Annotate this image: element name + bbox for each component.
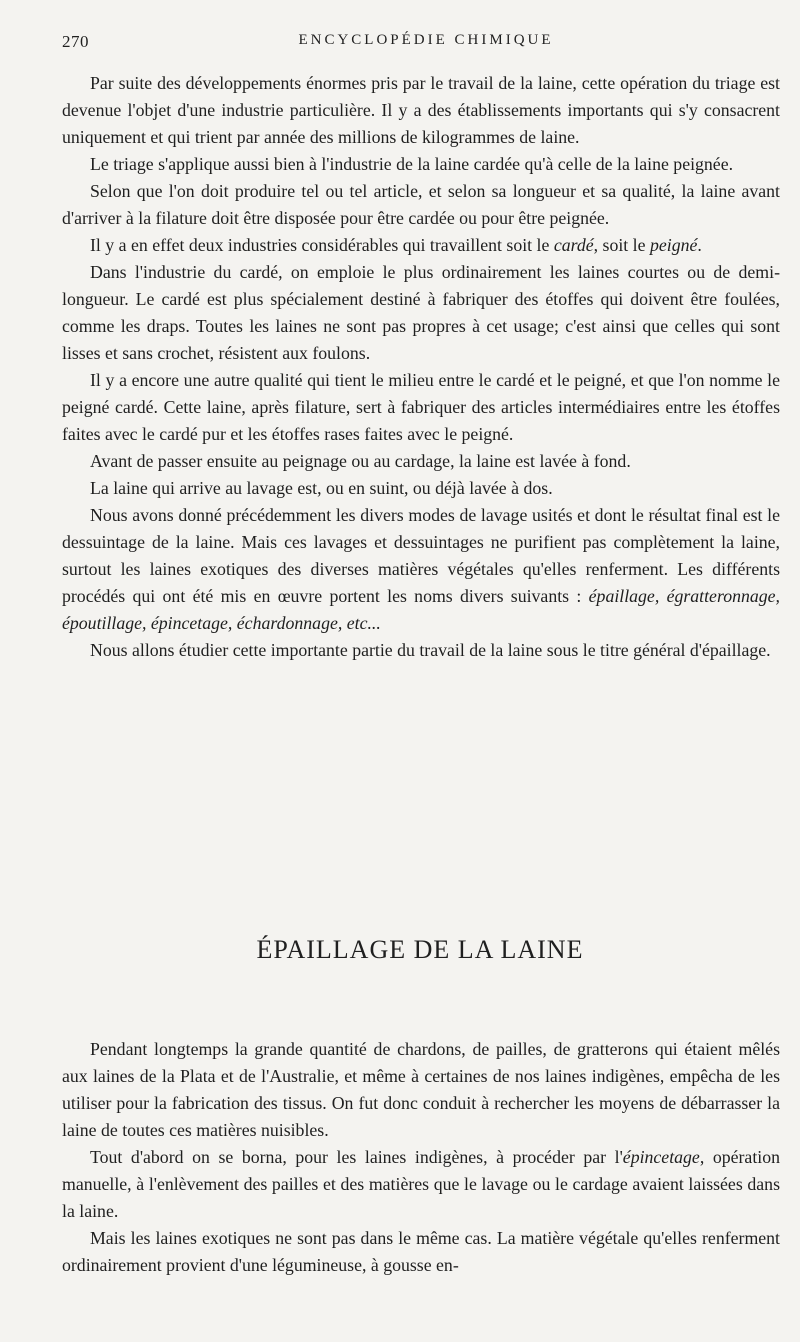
- section-heading: ÉPAILLAGE DE LA LAINE: [256, 935, 584, 964]
- italic-term: épincetage: [622, 1147, 700, 1167]
- paragraph: Nous allons étudier cette importante partie du travail de la laine sous le titre général d'épaillage.: [90, 640, 771, 660]
- paragraph: Il y a encore une autre qualité qui tient le milieu entre le cardé et le peigné, et que l'on nomme le peigné cardé. Cette laine, après filature, sert à fabriquer des articles intermédiaires entre les étoffes faites avec le cardé pur et les étoffes rases faites avec le peigné.: [62, 370, 780, 444]
- paragraph: [62, 232, 780, 259]
- italic-term: épaillage, égratteronnage, époutillage, épincetage, échardonnage, etc...: [62, 586, 780, 633]
- text-run: , soit le: [593, 235, 650, 255]
- page-number: 270: [62, 32, 89, 51]
- paragraph: Selon que l'on doit produire tel ou tel article, et selon sa longueur et sa qualité, la laine avant d'arriver à la filature doit être disposée pour être cardée ou pour être peignée.: [62, 181, 780, 228]
- text-run: , opération manuelle, à l'enlèvement des pailles et des matières que le lavage ou le cardage avaient laissées dans la laine.: [62, 1147, 780, 1221]
- paragraph: Par suite des développements énormes pris par le travail de la laine, cette opération du triage est devenue l'objet d'une industrie particulière. Il y a des établissements importants qui s'y consacrent uniquement et qui trient par année des millions de kilogrammes de laine.: [62, 73, 780, 147]
- italic-term: cardé: [553, 235, 594, 255]
- text-run: .: [697, 235, 702, 255]
- running-head: [62, 32, 760, 56]
- paragraph: La laine qui arrive au lavage est, ou en suint, ou déjà lavée à dos.: [90, 478, 553, 498]
- paragraph: Pendant longtemps la grande quantité de chardons, de pailles, de gratterons qui étaient mêlés aux laines de la Plata et de l'Australie, et même à certaines de nos laines indigènes, empêcha de les utiliser pour la fabrication des tissus. On fut donc conduit à rechercher les moyens de débarrasser la laine de toutes ces matières nuisibles.: [62, 1039, 780, 1140]
- text-run: Tout d'abord on se borna, pour les laines indigènes, à procéder par l': [90, 1147, 623, 1167]
- paragraph: Avant de passer ensuite au peignage ou au cardage, la laine est lavée à fond.: [90, 451, 631, 471]
- paragraph: [62, 1144, 780, 1225]
- paragraph: Dans l'industrie du cardé, on emploie le plus ordinairement les laines courtes ou de demi-longueur. Le cardé est plus spécialement destiné à fabriquer des étoffes qui doivent être foulées, comme les draps. Toutes les laines ne sont pas propres à cet usage; c'est ainsi que celles qui sont lisses et sans crochet, résistent aux foulons.: [62, 262, 780, 363]
- running-title: ENCYCLOPÉDIE CHIMIQUE: [298, 32, 554, 48]
- paragraph: [62, 502, 780, 637]
- text-run: Nous avons donné précédemment les divers modes de lavage usités et dont le résultat final est le dessuintage de la laine. Mais ces lavages et dessuintages ne purifient pas complètement la laine, surtout les laines exotiques des diverses matières végétales qu'elles renferment. Les différents procédés qui ont été mis en œuvre portent les noms divers suivants :: [62, 505, 780, 606]
- paragraph: Mais les laines exotiques ne sont pas dans le même cas. La matière végétale qu'elles renferment ordinairement provient d'une légumineuse, à gousse en-: [62, 1228, 780, 1275]
- body-text-bottom: [62, 1036, 780, 1279]
- text-run: Il y a en effet deux industries considérables qui travaillent soit le: [90, 235, 554, 255]
- body-text-top: [62, 70, 780, 664]
- paragraph: Le triage s'applique aussi bien à l'industrie de la laine cardée qu'à celle de la laine peignée.: [90, 154, 734, 174]
- italic-term: peigné: [649, 235, 698, 255]
